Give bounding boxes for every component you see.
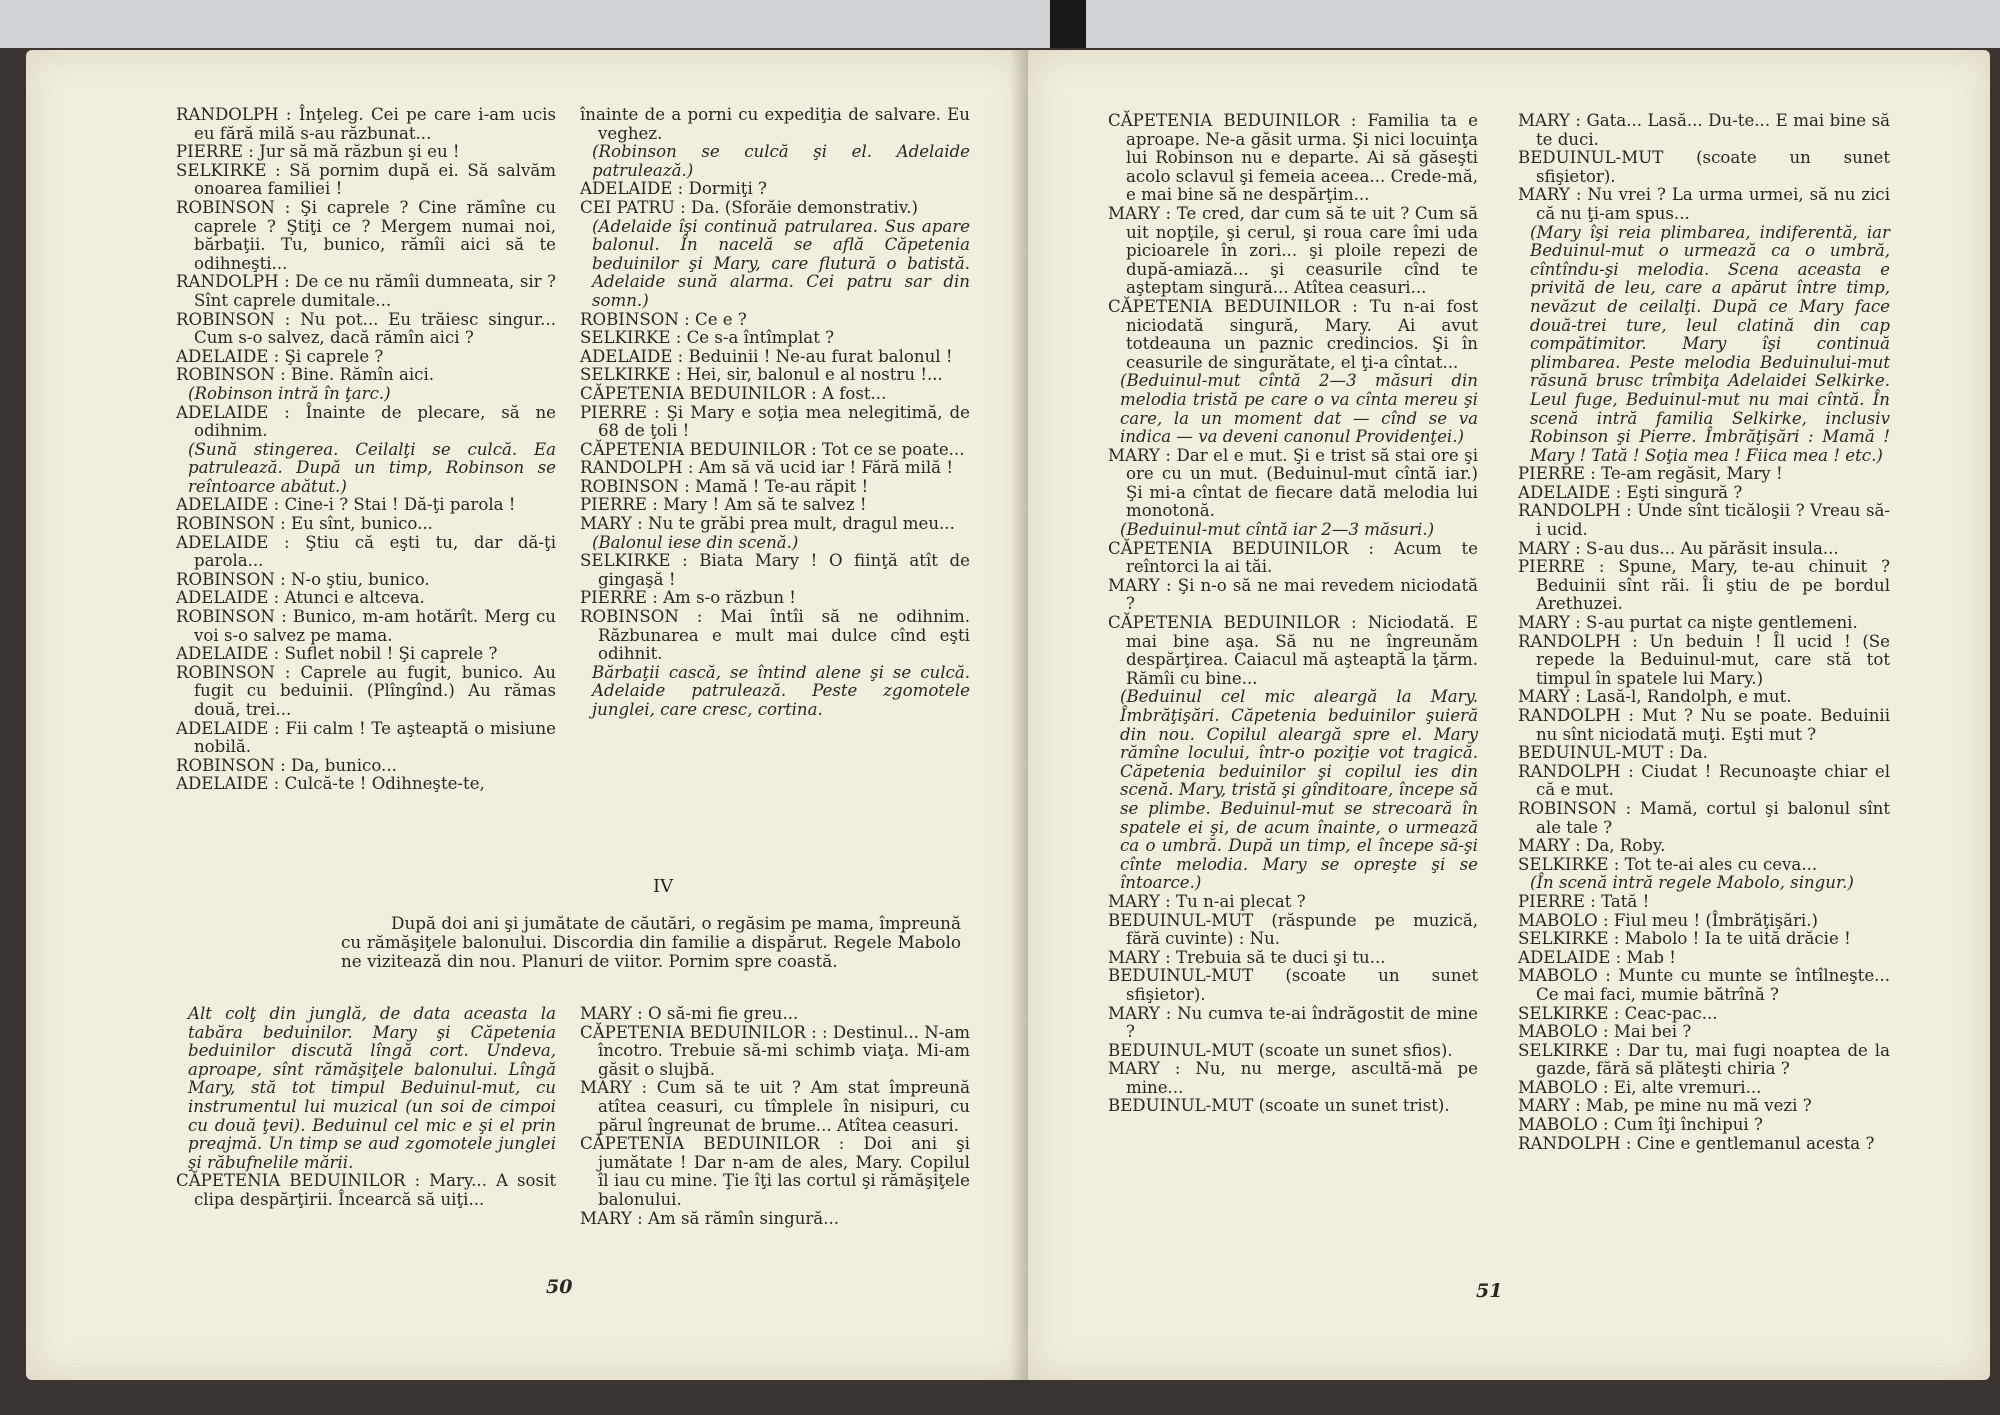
dialogue-line: MABOLO : Ei, alte vremuri...	[1518, 1077, 1762, 1097]
dialogue-line: CĂPETENIA BEDUINILOR : Familia ta e aproape. Ne-a găsit urma. Şi nici locuinţa lui Robinson nu e departe. Ai să găseşti acolo sclavul şi femeia aceea... Crede-mă, e mai bine să ne despărţim...	[1108, 111, 1478, 205]
dialogue-line: SELKIRKE : Dar tu, mai fugi noaptea de la gazde, fără să plăteşti chiria ?	[1518, 1040, 1890, 1079]
dialogue-line: RANDOLPH : Cine e gentlemanul acesta ?	[1518, 1133, 1875, 1153]
stage-direction: (Sună stingerea. Ceilalţi se culcă. Ea patrulează. După un timp, Robinson se reîntoarce abătut.)	[188, 439, 556, 496]
dialogue-line: PIERRE : Şi Mary e soţia mea nelegitimă, de 68 de ţoli !	[580, 402, 970, 441]
dialogue-line: înainte de a porni cu expediţia de salvare. Eu veghez.	[580, 105, 970, 143]
dialogue-line: PIERRE : Tată !	[1518, 891, 1650, 911]
dialogue-line: BEDUINUL-MUT (scoate un sunet sfişietor).	[1108, 966, 1478, 1004]
dialogue-line: PIERRE : Mary ! Am să te salvez !	[580, 495, 867, 515]
section-heading: IV	[653, 876, 674, 897]
dialogue-line: MARY : Mab, pe mine nu mă vezi ?	[1518, 1096, 1812, 1116]
dialogue-line: ADELAIDE : Suflet nobil ! Şi caprele ?	[176, 644, 498, 664]
stage-direction: (Beduinul-mut cîntă iar 2—3 măsuri.)	[1120, 520, 1435, 540]
dialogue-line: RANDOLPH : Un beduin ! Îl ucid ! (Se repede la Beduinul-mut, care stă tot timpul în spatele lui Mary.)	[1518, 631, 1890, 688]
right-page-column-1	[1108, 112, 1478, 1116]
dialogue-line: ADELAIDE : Şi caprele ?	[176, 346, 384, 366]
dialogue-line: MARY : Nu cumva te-ai îndrăgostit de mine ?	[1108, 1003, 1478, 1042]
stage-direction: (Robinson intră în ţarc.)	[188, 383, 391, 403]
dialogue-line: ADELAIDE : Beduinii ! Ne-au furat balonul !	[580, 346, 953, 366]
stage-direction: (Beduinul cel mic aleargă la Mary. Îmbrăţişări. Căpetenia beduinilor şuieră din nou. Copilul aleargă spre el. Mary rămîne locului, într-o poziţie vot tragică. Căpetenia beduinilor şi copilul ies din scenă. Mary, tristă şi gînditoare, începe să se plimbe. Beduinul-mut se strecoară în spatele ei şi, de acum înainte, o urmează ca o umbră. După un timp, el începe să-şi cînte melodia. Mary se opreşte şi se întoarce.)	[1120, 687, 1478, 893]
dialogue-line: MABOLO : Cum îţi închipui ?	[1518, 1115, 1763, 1135]
dialogue-line: ROBINSON : Da, bunico...	[176, 755, 397, 775]
dialogue-line: ADELAIDE : Mab !	[1518, 947, 1676, 967]
dialogue-line: PIERRE : Am s-o răzbun !	[580, 588, 796, 608]
dialogue-line: RANDOLPH : Înţeleg. Cei pe care i-am ucis eu fără milă s-au răzbunat...	[176, 105, 556, 143]
dialogue-line: CĂPETENIA BEDUINILOR : Tu n-ai fost niciodată singură, Mary. Ai avut totdeauna un paznic credincios. Şi în ceasurile de singurătate, el ţi-a cîntat...	[1108, 296, 1478, 372]
stage-direction: (Balonul iese din scenă.)	[592, 532, 799, 552]
dialogue-line: MARY : Te cred, dar cum să te uit ? Cum să uit nopţile, şi cerul, şi roua care îmi uda picioarele în zori... şi ploile repezi de după-amiază... şi ceasurile cînd te aşteptam singură... Atîtea ceasuri...	[1108, 203, 1478, 298]
dialogue-line: RANDOLPH : Mut ? Nu se poate. Beduinii nu sînt niciodată muţi. Eşti mut ?	[1518, 706, 1890, 744]
right-page	[1028, 50, 1990, 1380]
dialogue-line: MABOLO : Munte cu munte se întîlneşte... Ce mai faci, mumie bătrînă ?	[1518, 966, 1890, 1004]
dialogue-line: SELKIRKE : Ceac-pac...	[1518, 1003, 1718, 1023]
stage-direction: (În scenă intră regele Mabolo, singur.)	[1530, 873, 1854, 893]
dialogue-line: RANDOLPH : Ciudat ! Recunoaşte chiar el că e mut.	[1518, 761, 1890, 800]
act-narration: După doi ani şi jumătate de căutări, o regăsim pe mama, împreună cu rămăşiţele balonului. Discordia din familie a dispărut. Regele Mabolo ne vizitează din nou. Planuri de viitor. Pornim spre coastă.	[341, 913, 961, 971]
dialogue-line: MARY : S-au purtat ca nişte gentlemeni.	[1518, 613, 1858, 633]
dialogue-line: ADELAIDE : Culcă-te ! Odihneşte-te,	[176, 774, 485, 794]
dialogue-line: SELKIRKE : Mabolo ! Ia te uită drăcie !	[1518, 929, 1851, 949]
dialogue-line: MARY : Trebuia să te duci şi tu...	[1108, 947, 1386, 967]
dialogue-line: ROBINSON : Ce e ?	[580, 309, 747, 329]
dialogue-line: CĂPETENIA BEDUINILOR : Mary... A sosit clipa despărţirii. Încearcă să uiţi...	[176, 1171, 556, 1209]
left-page-column-3	[176, 1005, 556, 1210]
left-page-column-1	[176, 106, 556, 794]
dialogue-line: BEDUINUL-MUT (răspunde pe muzică, fără cuvinte) : Nu.	[1108, 910, 1478, 949]
dialogue-line: ROBINSON : Bine. Rămîn aici.	[176, 365, 435, 385]
stage-direction: Alt colţ din junglă, de data aceasta la tabăra beduinilor. Mary şi Căpetenia beduinilor discută lîngă cort. Undeva, aproape, sînt rămăşiţele balonului. Lîngă Mary, stă tot timpul Beduinul-mut, cu instrumentul lui muzical (un soi de cimpoi cu două ţevi). Beduinul cel mic e şi el prin preajmă. Un timp se aud zgomotele junglei şi răbufnelile mării.	[188, 1004, 556, 1172]
dialogue-line: ADELAIDE : Atunci e altceva.	[176, 588, 425, 608]
page-number: 50	[546, 1276, 573, 1298]
dialogue-line: ROBINSON : Caprele au fugit, bunico. Au fugit cu beduinii. (Plîngînd.) Au rămas două, trei...	[176, 662, 556, 719]
dialogue-line: ROBINSON : Nu pot... Eu trăiesc singur... Cum s-o salvez, dacă rămîn aici ?	[176, 309, 556, 348]
dialogue-line: ADELAIDE : Eşti singură ?	[1518, 482, 1743, 502]
stage-direction: (Beduinul-mut cîntă 2—3 măsuri din melodia tristă pe care o va cînta mereu şi care, la un moment dat — cînd se va indica — va deveni canonul Providenţei.)	[1120, 371, 1478, 447]
dialogue-line: PIERRE : Te-am regăsit, Mary !	[1518, 464, 1783, 484]
left-page	[26, 50, 1028, 1380]
dialogue-line: MARY : Nu vrei ? La urma urmei, să nu zici că nu ţi-am spus...	[1518, 185, 1890, 223]
dialogue-line: CEI PATRU : Da. (Sforăie demonstrativ.)	[580, 197, 918, 217]
dialogue-line: BEDUINUL-MUT (scoate un sunet sfişietor).	[1518, 148, 1890, 186]
dialogue-line: SELKIRKE : Ce s-a întîmplat ?	[580, 328, 835, 348]
dialogue-line: ROBINSON : Mai întîi să ne odihnim. Răzbunarea e mult mai dulce cînd eşti odihnit.	[580, 607, 970, 664]
dialogue-line: MARY : S-au dus... Au părăsit insula...	[1518, 538, 1839, 558]
dialogue-line: ADELAIDE : Cine-i ? Stai ! Dă-ţi parola !	[176, 495, 516, 515]
dialogue-line: CĂPETENIA BEDUINILOR : Tot ce se poate...	[580, 439, 965, 459]
dialogue-line: BEDUINUL-MUT : Da.	[1518, 743, 1708, 763]
book-spine-top	[1050, 0, 1086, 48]
dialogue-line: CĂPETENIA BEDUINILOR : Acum te reîntorci la ai tăi.	[1108, 538, 1478, 577]
dialogue-line: BEDUINUL-MUT (scoate un sunet trist).	[1108, 1096, 1450, 1116]
stage-direction: (Robinson se culcă şi el. Adelaide patrulează.)	[592, 142, 970, 180]
dialogue-line: MARY : Cum să te uit ? Am stat împreună atîtea ceasuri, cu tîmplele în nisipuri, cu părul îngreunat de brume... Atîtea ceasuri.	[580, 1078, 970, 1135]
dialogue-line: MARY : Da, Roby.	[1518, 836, 1666, 856]
dialogue-line: MARY : Gata... Lasă... Du-te... E mai bine să te duci.	[1518, 111, 1890, 149]
dialogue-line: SELKIRKE : Hei, sir, balonul e al nostru !...	[580, 365, 943, 385]
dialogue-line: CĂPETENIA BEDUINILOR : Niciodată. E mai bine aşa. Să nu ne îngreunăm despărţirea. Caiacul mă aşteaptă la ţărm. Rămîi cu bine...	[1108, 613, 1478, 688]
dialogue-line: ADELAIDE : Dormiţi ?	[580, 179, 767, 199]
dialogue-line: ADELAIDE : Înainte de plecare, să ne odihnim.	[176, 402, 556, 441]
dialogue-line: ROBINSON : Şi caprele ? Cine rămîne cu caprele ? Ştiţi ce ? Mergem numai noi, bărbaţii. Tu, bunico, rămîi aici să te odihneşti...	[176, 197, 556, 273]
dialogue-line: CĂPETENIA BEDUINILOR : A fost...	[580, 383, 887, 403]
dialogue-line: MARY : Şi n-o să ne mai revedem niciodată ?	[1108, 575, 1478, 614]
dialogue-line: RANDOLPH : Unde sînt ticăloşii ? Vreau să-i ucid.	[1518, 501, 1890, 540]
dialogue-line: ROBINSON : N-o ştiu, bunico.	[176, 569, 430, 589]
dialogue-line: ADELAIDE : Ştiu că eşti tu, dar dă-ţi parola...	[176, 532, 556, 571]
dialogue-line: ROBINSON : Eu sînt, bunico...	[176, 514, 433, 534]
dialogue-line: MABOLO : Mai bei ?	[1518, 1022, 1692, 1042]
page-number: 51	[1476, 1280, 1503, 1302]
left-page-column-2	[580, 106, 970, 720]
dialogue-line: RANDOLPH : De ce nu rămîi dumneata, sir ? Sînt caprele dumitale...	[176, 272, 556, 310]
dialogue-line: PIERRE : Jur să mă răzbun şi eu !	[176, 142, 460, 162]
dialogue-line: MARY : Nu, nu merge, ascultă-mă pe mine...	[1108, 1059, 1478, 1097]
dialogue-line: RANDOLPH : Am să vă ucid iar ! Fără milă !	[580, 458, 954, 478]
dialogue-line: MARY : O să-mi fie greu...	[580, 1004, 799, 1023]
dialogue-line: ROBINSON : Mamă, cortul şi balonul sînt ale tale ?	[1518, 798, 1890, 837]
dialogue-line: BEDUINUL-MUT (scoate un sunet sfios).	[1108, 1040, 1453, 1060]
dialogue-line: MARY : Nu te grăbi prea mult, dragul meu...	[580, 514, 955, 534]
stage-direction: Bărbaţii cască, se întind alene şi se culcă. Adelaide patrulează. Peste zgomotele junglei, care cresc, cortina.	[592, 662, 970, 719]
dialogue-line: SELKIRKE : Biata Mary ! O fiinţă atît de gingaşă !	[580, 551, 970, 589]
dialogue-line: ROBINSON : Mamă ! Te-au răpit !	[580, 476, 869, 496]
dialogue-line: ROBINSON : Bunico, m-am hotărît. Merg cu voi s-o salvez pe mama.	[176, 607, 556, 645]
left-page-column-4	[580, 1005, 970, 1228]
dialogue-line: MARY : Tu n-ai plecat ?	[1108, 891, 1306, 911]
dialogue-line: MABOLO : Fiul meu ! (Îmbrăţişări.)	[1518, 910, 1818, 930]
dialogue-line: MARY : Am să rămîn singură...	[580, 1208, 840, 1228]
dialogue-line: MARY : Dar el e mut. Şi e trist să stai ore şi ore cu un mut. (Beduinul-mut cîntă iar.) Şi mi-a cîntat de fiecare dată melodia lui monotonă.	[1108, 445, 1478, 521]
dialogue-line: ADELAIDE : Fii calm ! Te aşteaptă o misiune nobilă.	[176, 718, 556, 757]
right-page-column-2	[1518, 112, 1890, 1153]
dialogue-line: CĂPETENIA BEDUINILOR : Doi ani şi jumătate ! Dar n-am de ales, Mary. Copilul îl iau cu mine. Ţie îţi las cortul şi rămăşiţele balonului.	[580, 1134, 970, 1209]
dialogue-line: CĂPETENIA BEDUINILOR : : Destinul... N-am încotro. Trebuie să-mi schimb viaţa. Mi-am găsit o slujbă.	[580, 1022, 970, 1079]
stage-direction: (Adelaide îşi continuă patrularea. Sus apare balonul. În nacelă se află Căpetenia beduinilor şi Mary, care flutură o batistă. Adelaide sună alarma. Cei patru sar din somn.)	[592, 216, 970, 310]
stage-direction: (Mary îşi reia plimbarea, indiferentă, iar Beduinul-mut o urmează ca o umbră, cîntîndu-şi melodia. Scena aceasta e privită de leu, care a apărut între timp, nevăzut de ceilalţi. După ce Mary face două-trei ture, leul clatină din cap compătimitor. Mary îşi continuă plimbarea. Peste melodia Beduinului-mut răsună brusc trîmbiţa Adelaidei Selkirke. Leul fuge, Beduinul-mut nu mai cîntă. În scenă intră familia Selkirke, inclusiv Robinson şi Pierre. Îmbrăţişări : Mamă ! Mary ! Tată ! Soţia mea ! Fiica mea ! etc.)	[1530, 222, 1890, 465]
dialogue-line: SELKIRKE : Să pornim după ei. Să salvăm onoarea familiei !	[176, 160, 556, 199]
dialogue-line: MARY : Lasă-l, Randolph, e mut.	[1518, 687, 1792, 707]
dialogue-line: SELKIRKE : Tot te-ai ales cu ceva...	[1518, 854, 1818, 874]
dialogue-line: PIERRE : Spune, Mary, te-au chinuit ? Beduinii sînt răi. Îi ştiu de pe bordul Arethuzei.	[1518, 557, 1890, 614]
